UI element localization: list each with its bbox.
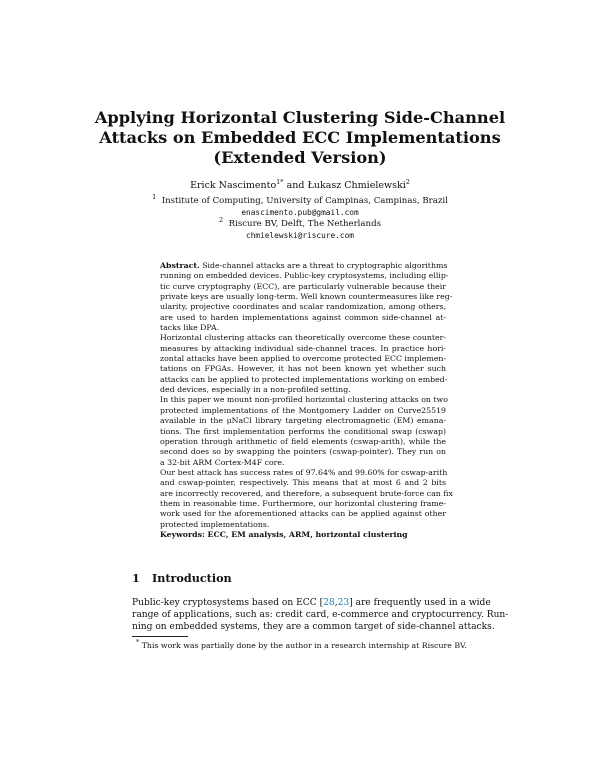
- abstract-line: In this paper we mount non-profiled horizontal clustering attacks on two: [160, 395, 448, 405]
- abstract: [160, 261, 453, 540]
- title-line: (Extended Version): [213, 148, 387, 167]
- abstract-line: Abstract. Side-channel attacks are a threat to cryptographic algorithms: [160, 261, 448, 270]
- abstract-line: attacks can be applied to protected implementations working on embed-: [160, 374, 448, 384]
- paragraph-line: range of applications, such as: credit card, e-commerce and cryptocurrency. Run-: [132, 610, 509, 620]
- abstract-line: protected implementations.: [160, 519, 270, 529]
- abstract-line: are incorrectly recovered, and therefore, a subsequent brute-force can fix: [160, 488, 453, 498]
- section-title: Introduction: [152, 571, 232, 585]
- author-list: [100, 180, 500, 192]
- paper-title: [90, 108, 510, 168]
- affiliation-name: Institute of Computing, University of Campinas, Campinas, Brazil: [161, 196, 448, 206]
- abstract-line: ularity, projective coordinates and scalar randomization, among others,: [160, 302, 446, 312]
- author-name: Łukasz Chmielewski: [307, 180, 406, 191]
- affiliation-email: enascimento.pub@gmail.com: [241, 208, 359, 218]
- abstract-line: them in reasonable time. Furthermore, our horizontal clustering frame-: [160, 498, 446, 508]
- affiliations: [100, 193, 500, 241]
- abstract-line: tacks like DPA.: [160, 323, 220, 333]
- footnote-rule: [132, 636, 188, 637]
- abstract-line: private keys are usually long-term. Well known countermeasures like reg-: [160, 292, 453, 302]
- intro-paragraph: [132, 597, 509, 633]
- footnote: [136, 638, 467, 651]
- author-separator: and: [283, 180, 308, 191]
- paragraph-line: Public-key cryptosystems based on ECC [28,23] are frequently used in a wide: [132, 598, 491, 608]
- abstract-line: running on embedded devices. Public-key cryptosystems, including ellip-: [160, 271, 449, 281]
- abstract-line: tations on FPGAs. However, it has not been known yet whether such: [160, 364, 446, 374]
- abstract-line: a 32-bit ARM Cortex-M4F core.: [160, 457, 285, 467]
- abstract-line: Our best attack has success rates of 97.64% and 99.60% for cswap-arith: [160, 467, 448, 477]
- abstract-line: second does so by swapping the pointers (cswap-pointer). They run on: [160, 447, 446, 457]
- abstract-line: are used to harden implementations against common side-channel at-: [160, 312, 446, 322]
- abstract-line: operation through arithmetic of field elements (cswap-arith), while the: [160, 436, 446, 446]
- author-affiliation-mark: 1*: [276, 178, 284, 186]
- abstract-label: Abstract.: [160, 261, 200, 270]
- abstract-line: available in the μNaCl library targeting electromagnetic (EM) emana-: [160, 416, 446, 426]
- affiliation: [100, 215, 500, 230]
- abstract-line: zontal attacks have been applied to overcome protected ECC implemen-: [160, 354, 447, 364]
- abstract-line: work used for the aforementioned attacks can be applied against other: [160, 509, 446, 519]
- title-line: Applying Horizontal Clustering Side-Channel: [94, 108, 506, 127]
- author-name: Erick Nascimento: [190, 180, 277, 191]
- footnote-mark: *: [136, 638, 140, 646]
- paragraph-line: ning on embedded systems, they are a common target of side-channel attacks.: [132, 622, 495, 632]
- citation-link[interactable]: 23: [337, 598, 350, 608]
- footnote-text: This work was partially done by the author in a research internship at Riscure BV.: [139, 641, 467, 650]
- section-number: 1: [132, 571, 140, 585]
- abstract-line: Horizontal clustering attacks can theoretically overcome these counter-: [160, 333, 446, 343]
- title-line: Attacks on Embedded ECC Implementations: [99, 128, 501, 147]
- section-heading: [132, 571, 232, 585]
- affiliation: [100, 193, 500, 207]
- abstract-line: measures by attacking individual side-channel traces. In practice hori-: [160, 343, 446, 353]
- affiliation-email: chmielewski@riscure.com: [246, 230, 354, 240]
- citation-link[interactable]: 28: [323, 598, 335, 608]
- abstract-line: tions. The first implementation performs the conditional swap (cswap): [160, 426, 446, 436]
- abstract-line: and cswap-pointer, respectively. This means that at most 6 and 2 bits: [160, 478, 446, 488]
- affiliation-number: 2: [218, 215, 224, 224]
- keywords: Keywords: ECC, EM analysis, ARM, horizontal clustering: [160, 529, 408, 539]
- abstract-line: ded devices, especially in a non-profiled setting.: [160, 385, 351, 395]
- abstract-line: protected implementations of the Montgomery Ladder on Curve25519: [160, 405, 446, 415]
- author-affiliation-mark: 2: [405, 178, 410, 186]
- abstract-line: tic curve cryptography (ECC), are particularly vulnerable because their: [160, 281, 446, 291]
- affiliation-number: 1: [152, 193, 157, 201]
- affiliation-name: Riscure BV, Delft, The Netherlands: [228, 218, 381, 229]
